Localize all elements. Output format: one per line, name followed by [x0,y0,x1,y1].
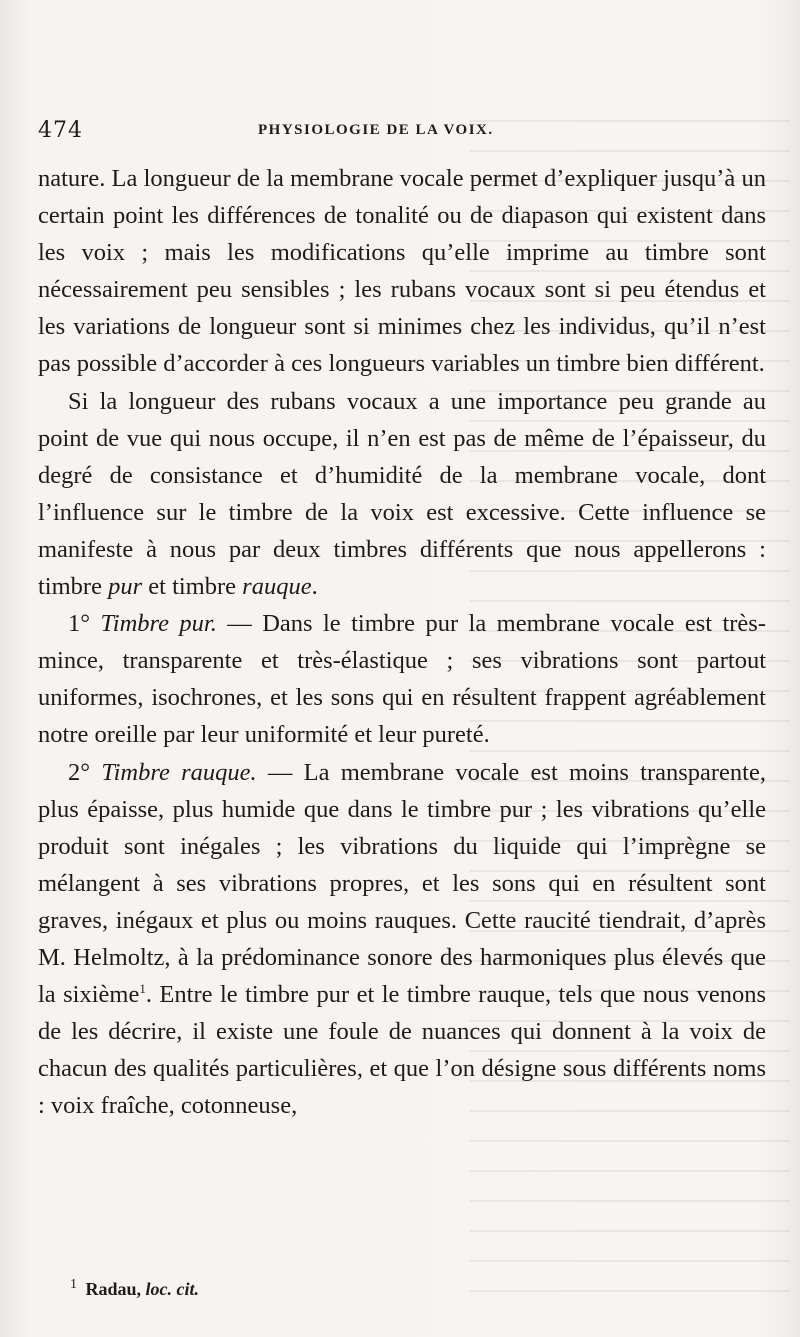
heading-timbre-rauque: Timbre rauque. [101,758,257,786]
footnote-number: 1 [70,1277,77,1292]
footnote-marker: 1 [139,980,146,996]
term-rauque: rauque [242,573,312,601]
paragraph-timbre-rauque: 2° Timbre rauque. — La membrane vocale est moins transparente, plus épaisse, plus humide que dans le timbre pur ; les vibrations qu’elle produit sont inégales ; les vibrations du liquide qui l’imprègne se mélangent à ses vibrations propres, et les sons qui en résultent sont graves, inégaux et plus ou moins rauques. Cette raucité tiendrait, d’après M. Helmoltz, à la prédominance sonore des harmoniques plus élevés que la sixième$^1$. Entre le timbre pur et le timbre rauque, tels que nous venons de les décrire, il existe une foule de nuances qui donnent à la voix de chacun des qualités particulières, et que l’on désigne sous différents noms : voix fraîche, cotonneuse, [38,758,766,1120]
term-pur: pur [108,573,143,601]
page-header [38,118,768,148]
paragraph-timbre-types: Si la longueur des rubans vocaux a une importance peu grande au point de vue qui nous occupe, il n’en est pas de même de l’épaisseur, du degré de consistance et d’humidité de la membrane vocale, dont l’influence sur le timbre de la voix est excessive. Cette influence se manifeste à nous par deux timbres différents que nous appellerons : timbre pur et timbre rauque. [38,387,766,601]
body-text [38,160,766,1124]
paragraph-continuation: nature. La longueur de la membrane vocale permet d’expliquer jusqu’à un certain point les différences de tonalité ou de diapason qui existent dans les voix ; mais les modifications qu’elle imprime au timbre sont nécessairement peu sensibles ; les rubans vocaux sont si peu étendus et les variations de longueur sont si minimes chez les individus, qu’il n’est pas possible d’accorder à ces longueurs variables un timbre bien différent. [38,165,766,378]
heading-timbre-pur: Timbre pur. [100,610,217,638]
page-number: 474 [38,118,83,143]
paragraph-timbre-pur: 1° Timbre pur. — Dans le timbre pur la membrane vocale est très-mince, transparente et très-élastique ; ses vibrations sont partout uniformes, isochrones, et les sons qui en résultent frappent agréablement notre oreille par leur uniformité et leur pureté. [38,610,766,749]
footnote [70,1277,199,1300]
running-head: PHYSIOLOGIE DE LA VOIX. [258,122,494,138]
footnote-reference: loc. cit. [145,1279,200,1299]
footnote-author: Radau, [85,1279,142,1299]
